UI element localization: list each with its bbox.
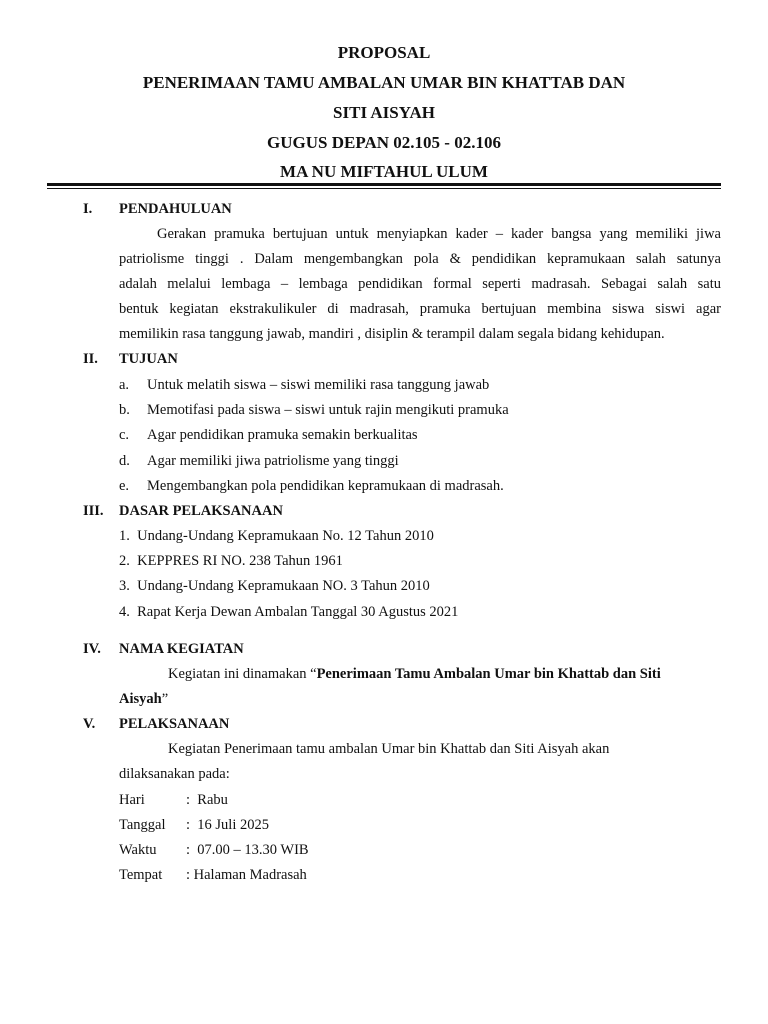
- doc-title: PROPOSAL: [337, 43, 431, 62]
- list-item-letter: e.: [119, 478, 130, 494]
- header-divider-thick: [47, 183, 721, 186]
- doc-unit: GUGUS DEPAN 02.105 - 02.106: [267, 133, 501, 152]
- numbered-item: 3. Undang-Undang Kepramukaan NO. 3 Tahun 2010: [119, 578, 430, 594]
- list-item-letter: b.: [119, 402, 130, 418]
- intro-line-2: patriolisme tinggi . Dalam mengembangkan pola & pendidikan kepramukaan salah satunya: [119, 251, 721, 267]
- schedule-value-day: : Rabu: [186, 792, 228, 808]
- numbered-item: 2. KEPPRES RI NO. 238 Tahun 1961: [119, 553, 343, 569]
- activity-intro: Kegiatan ini dinamakan “: [168, 666, 317, 682]
- section-5-number: V.: [83, 716, 96, 732]
- doc-subtitle-2: SITI AISYAH: [333, 103, 435, 122]
- schedule-label-day: Hari: [119, 792, 145, 808]
- schedule-value-place: : Halaman Madrasah: [186, 867, 307, 883]
- section-2-number: II.: [83, 351, 98, 367]
- doc-subtitle-1: PENERIMAAN TAMU AMBALAN UMAR BIN KHATTAB DAN: [142, 73, 626, 92]
- schedule-label-time: Waktu: [119, 842, 157, 858]
- activity-name-bold-2: Aisyah: [119, 691, 162, 707]
- list-item: Agar pendidikan pramuka semakin berkualitas: [147, 427, 418, 443]
- schedule-label-place: Tempat: [119, 867, 163, 883]
- intro-line-5: memilikin rasa tanggung jawab, mandiri , disiplin & terampil dalam segala bidang kehidupan.: [119, 326, 665, 342]
- schedule-value-date: : 16 Juli 2025: [186, 817, 269, 833]
- numbered-item: 4. Rapat Kerja Dewan Ambalan Tanggal 30 Agustus 2021: [119, 604, 459, 620]
- activity-name-line-1: [168, 665, 661, 683]
- execution-line-1: Kegiatan Penerimaan tamu ambalan Umar bin Khattab dan Siti Aisyah akan: [168, 741, 610, 757]
- list-item-letter: c.: [119, 427, 130, 443]
- schedule-label-date: Tanggal: [119, 817, 166, 833]
- section-3-number: III.: [83, 503, 104, 519]
- list-item: Mengembangkan pola pendidikan kepramukaan di madrasah.: [147, 478, 504, 494]
- activity-name-line-2: [119, 690, 168, 708]
- section-5-title: PELAKSANAAN: [119, 716, 230, 732]
- activity-quote-close: ”: [161, 691, 169, 707]
- header-divider-thin: [47, 188, 721, 189]
- section-3-title: DASAR PELAKSANAAN: [119, 503, 283, 519]
- doc-school: MA NU MIFTAHUL ULUM: [280, 162, 488, 181]
- list-item: Agar memiliki jiwa patriolisme yang tinggi: [147, 453, 399, 469]
- intro-line-1: Gerakan pramuka bertujuan untuk menyiapkan kader – kader bangsa yang memiliki jiwa: [157, 226, 721, 242]
- section-1-title: PENDAHULUAN: [119, 201, 232, 217]
- execution-line-2: dilaksanakan pada:: [119, 766, 230, 782]
- intro-line-4: bentuk kegiatan ekstrakulikuler di madrasah, pramuka bertujuan membina siswa siswi agar: [119, 301, 721, 317]
- list-item-letter: d.: [119, 453, 130, 469]
- section-2-title: TUJUAN: [119, 351, 178, 367]
- list-item: Untuk melatih siswa – siswi memiliki rasa tanggung jawab: [147, 377, 490, 393]
- list-item: Memotifasi pada siswa – siswi untuk rajin mengikuti pramuka: [147, 402, 509, 418]
- activity-name-bold-1: Penerimaan Tamu Ambalan Umar bin Khattab dan Siti: [316, 666, 661, 682]
- intro-line-3: adalah melalui lembaga – lembaga pendidikan formal seperti madrasah. Sebagai salah satu: [119, 276, 721, 292]
- section-4-number: IV.: [83, 641, 101, 657]
- schedule-value-time: : 07.00 – 13.30 WIB: [186, 842, 309, 858]
- numbered-item: 1. Undang-Undang Kepramukaan No. 12 Tahun 2010: [119, 528, 434, 544]
- list-item-letter: a.: [119, 377, 130, 393]
- section-4-title: NAMA KEGIATAN: [119, 641, 244, 657]
- section-1-number: I.: [83, 201, 93, 217]
